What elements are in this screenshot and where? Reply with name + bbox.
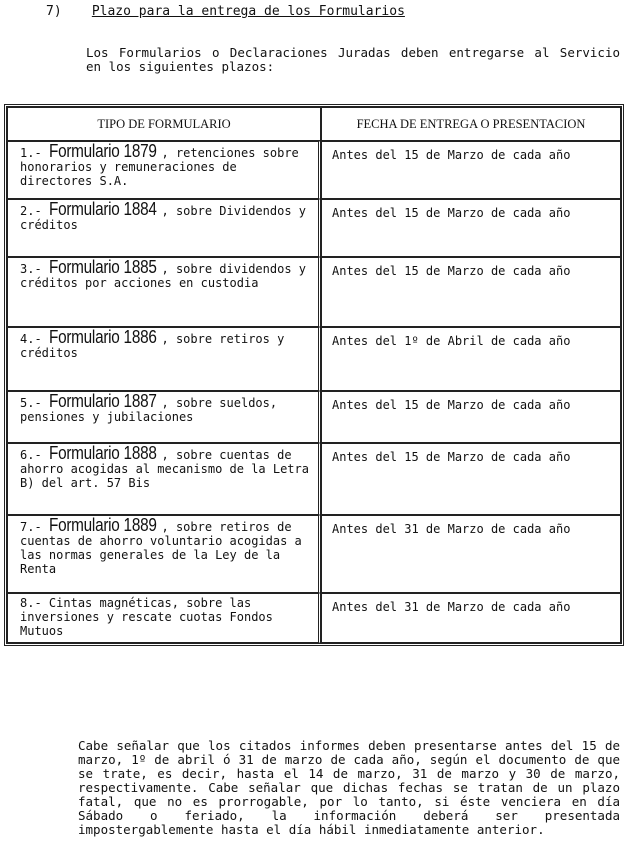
intro-paragraph: Los Formularios o Declaraciones Juradas deben entregarse al Servicio en los siguientes plazos: xyxy=(86,45,620,74)
table-row xyxy=(7,257,621,327)
form-description: , retenciones sobre honorarios y remuneraciones de directores S.A. xyxy=(20,146,299,188)
form-type-cell xyxy=(7,515,321,593)
row-number: 1.- xyxy=(20,146,42,160)
form-name: Formulario 1884 xyxy=(48,199,157,219)
due-date-cell: Antes del 15 de Marzo de cada año xyxy=(321,443,621,515)
due-date-cell: Antes del 31 de Marzo de cada año xyxy=(321,593,621,643)
form-name: Formulario 1886 xyxy=(48,327,157,347)
due-date-cell: Antes del 15 de Marzo de cada año xyxy=(321,141,621,199)
form-description: , sobre cuentas de ahorro acogidas al mecanismo de la Letra B) del art. 57 Bis xyxy=(20,448,309,490)
row-number: 2.- xyxy=(20,204,42,218)
form-type-cell xyxy=(7,443,321,515)
table-row xyxy=(7,443,621,515)
row-number: 3.- xyxy=(20,262,42,276)
section-title: Plazo para la entrega de los Formularios xyxy=(91,4,405,19)
form-type-cell xyxy=(7,199,321,257)
form-name: Formulario 1887 xyxy=(48,391,157,411)
form-type-cell xyxy=(7,327,321,391)
form-name: Formulario 1885 xyxy=(48,257,157,277)
form-description: , sobre retiros y créditos xyxy=(20,332,285,360)
form-type-cell xyxy=(7,257,321,327)
row-number: 8.- xyxy=(20,596,42,610)
row-number: 5.- xyxy=(20,396,42,410)
form-type-cell xyxy=(7,141,321,199)
form-description: Cintas magnéticas, sobre las inversiones y rescate cuotas Fondos Mutuos xyxy=(20,596,273,638)
header-tipo: TIPO DE FORMULARIO xyxy=(7,107,321,141)
table-row xyxy=(7,391,621,443)
form-name: Formulario 1888 xyxy=(48,443,157,463)
due-date-cell: Antes del 1º de Abril de cada año xyxy=(321,327,621,391)
form-name: Formulario 1889 xyxy=(48,515,157,535)
due-date-cell: Antes del 15 de Marzo de cada año xyxy=(321,391,621,443)
table-row xyxy=(7,141,621,199)
section-number: 7) xyxy=(46,4,62,19)
row-number: 6.- xyxy=(20,448,42,462)
header-fecha: FECHA DE ENTREGA O PRESENTACION xyxy=(321,107,621,141)
form-type-cell xyxy=(7,391,321,443)
due-date-cell: Antes del 31 de Marzo de cada año xyxy=(321,515,621,593)
form-type-cell xyxy=(7,593,321,643)
due-date-cell: Antes del 15 de Marzo de cada año xyxy=(321,257,621,327)
table-row xyxy=(7,327,621,391)
form-description: , sobre dividendos y créditos por acciones en custodia xyxy=(20,262,306,290)
forms-table xyxy=(4,104,624,646)
table-row xyxy=(7,593,621,643)
form-description: , sobre retiros de cuentas de ahorro voluntario acogidas a las normas generales de la Ley de la Renta xyxy=(20,520,302,576)
row-number: 4.- xyxy=(20,332,42,346)
form-description: , sobre sueldos, pensiones y jubilaciones xyxy=(20,396,278,424)
section-heading xyxy=(46,4,405,19)
form-description: , sobre Dividendos y créditos xyxy=(20,204,306,232)
row-number: 7.- xyxy=(20,520,42,534)
table-header-row xyxy=(7,107,621,141)
form-name: Formulario 1879 xyxy=(48,141,157,161)
table-row xyxy=(7,199,621,257)
due-date-cell: Antes del 15 de Marzo de cada año xyxy=(321,199,621,257)
closing-paragraph: Cabe señalar que los citados informes deben presentarse antes del 15 de marzo, 1º de abril ó 31 de marzo de cada año, según el documento de que se trate, es decir, hasta el 14 de marzo, 31 de marzo y 30 de marzo, respectivamente. Cabe señalar que dichas fechas se tratan de un plazo fatal, que no es prorrogable, por lo tanto, si éste venciera en día Sábado o feriado, la información deberá ser presentada impostergablemente hasta el día hábil inmediatamente anterior. xyxy=(78,738,620,837)
table-row xyxy=(7,515,621,593)
